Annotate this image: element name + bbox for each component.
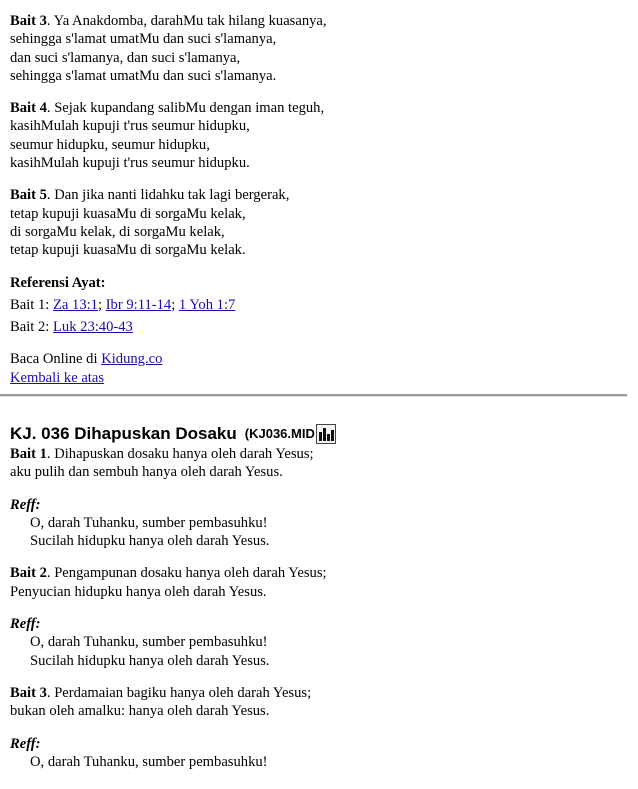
midi-file-icon[interactable] — [316, 424, 336, 444]
read-online — [10, 350, 626, 368]
stanza-line: bukan oleh amalku: hanya oleh darah Yesus. — [10, 703, 270, 720]
stanza-line: . Dan jika nanti lidahku tak lagi bergerak, — [46, 187, 290, 204]
stanza-line: . Ya Anakdomba, darahMu tak hilang kuasanya, — [46, 13, 327, 29]
refrain-line: O, darah Tuhanku, sumber pembasuhku! — [30, 753, 268, 770]
refrain — [10, 496, 626, 551]
stanza-label: Bait 4 — [10, 100, 47, 117]
references-prefix: Bait 1: — [10, 296, 53, 313]
stanza-line: tetap kupuji kuasaMu di sorgaMu kelak, — [10, 205, 246, 222]
ref-link-ibr-9-11-14[interactable]: Ibr 9:11-14 — [105, 296, 172, 313]
references-heading: Referensi Ayat: — [10, 274, 106, 291]
stanza-line: . Pengampunan dosaku hanya oleh darah Yesus; — [46, 565, 327, 582]
ref-link-za-13-1[interactable]: Za 13:1 — [52, 296, 98, 313]
stanza-bait-3 — [10, 12, 626, 85]
stanza-label: Bait 2 — [10, 565, 47, 582]
song-title-text: KJ. 036 Dihapuskan Dosaku — [10, 424, 237, 443]
stanza-label: Bait 1 — [10, 446, 47, 462]
refrain-line: Sucilah hidupku hanya oleh darah Yesus. — [30, 652, 270, 669]
read-online-prefix: Baca Online di — [10, 351, 102, 368]
section-divider — [0, 394, 627, 397]
verse-references — [10, 274, 626, 337]
stanza-line: dan suci s'lamanya, dan suci s'lamanya, — [10, 49, 241, 66]
stanza-line: sehingga s'lamat umatMu dan suci s'lamanya. — [10, 67, 277, 84]
stanza-line: sehingga s'lamat umatMu dan suci s'lamanya, — [10, 31, 277, 48]
ref-link-luk-23-40-43[interactable]: Luk 23:40-43 — [52, 319, 133, 336]
stanza-line: aku pulih dan sembuh hanya oleh darah Yesus. — [10, 464, 283, 481]
stanza-line: kasihMulah kupuji t'rus seumur hidupku. — [10, 155, 250, 172]
stanza-label: Bait 5 — [10, 187, 47, 204]
stanza-line: Penyucian hidupku hanya oleh darah Yesus. — [10, 583, 267, 600]
stanza-line: tetap kupuji kuasaMu di sorgaMu kelak. — [10, 242, 246, 259]
refrain — [10, 615, 626, 670]
stanza-bait-1 — [10, 445, 626, 482]
stanza-bait-2 — [10, 564, 626, 601]
ref-separator: ; — [171, 296, 179, 313]
stanza-bait-5 — [10, 186, 626, 259]
song-title — [10, 424, 626, 444]
stanza-line: seumur hidupku, seumur hidupku, — [10, 136, 210, 153]
stanza-label: Bait 3 — [10, 684, 47, 701]
kidung-co-link[interactable]: Kidung.co — [101, 351, 163, 368]
refrain-label: Reff: — [10, 616, 41, 633]
references-bait-2 — [10, 318, 626, 336]
references-bait-1 — [10, 296, 626, 314]
refrain-label: Reff: — [10, 496, 41, 513]
stanza-line: . Sejak kupandang salibMu dengan iman teguh, — [46, 100, 325, 117]
stanza-line: . Perdamaian bagiku hanya oleh darah Yesus; — [46, 684, 312, 701]
song1-section — [10, 12, 626, 387]
stanza-line: kasihMulah kupuji t'rus seumur hidupku, — [10, 118, 250, 135]
stanza-line: di sorgaMu kelak, di sorgaMu kelak, — [10, 223, 225, 240]
stanza-line: . Dihapuskan dosaku hanya oleh darah Yesus; — [46, 446, 314, 462]
ref-link-1-yoh-1-7[interactable]: 1 Yoh 1:7 — [178, 296, 236, 313]
ref-separator: ; — [97, 296, 106, 313]
midi-label: (KJ036.MID — [244, 426, 315, 441]
refrain-line: Sucilah hidupku hanya oleh darah Yesus. — [30, 533, 270, 550]
refrain-line: O, darah Tuhanku, sumber pembasuhku! — [30, 634, 268, 651]
song2-section — [10, 424, 626, 785]
refrain-label: Reff: — [10, 735, 41, 752]
refrain — [10, 735, 626, 772]
back-to-top-link[interactable]: Kembali ke atas — [10, 369, 105, 386]
references-prefix: Bait 2: — [10, 319, 53, 336]
stanza-label: Bait 3 — [10, 13, 47, 29]
stanza-bait-3 — [10, 684, 626, 721]
refrain-line: O, darah Tuhanku, sumber pembasuhku! — [30, 514, 268, 531]
stanza-bait-4 — [10, 99, 626, 172]
